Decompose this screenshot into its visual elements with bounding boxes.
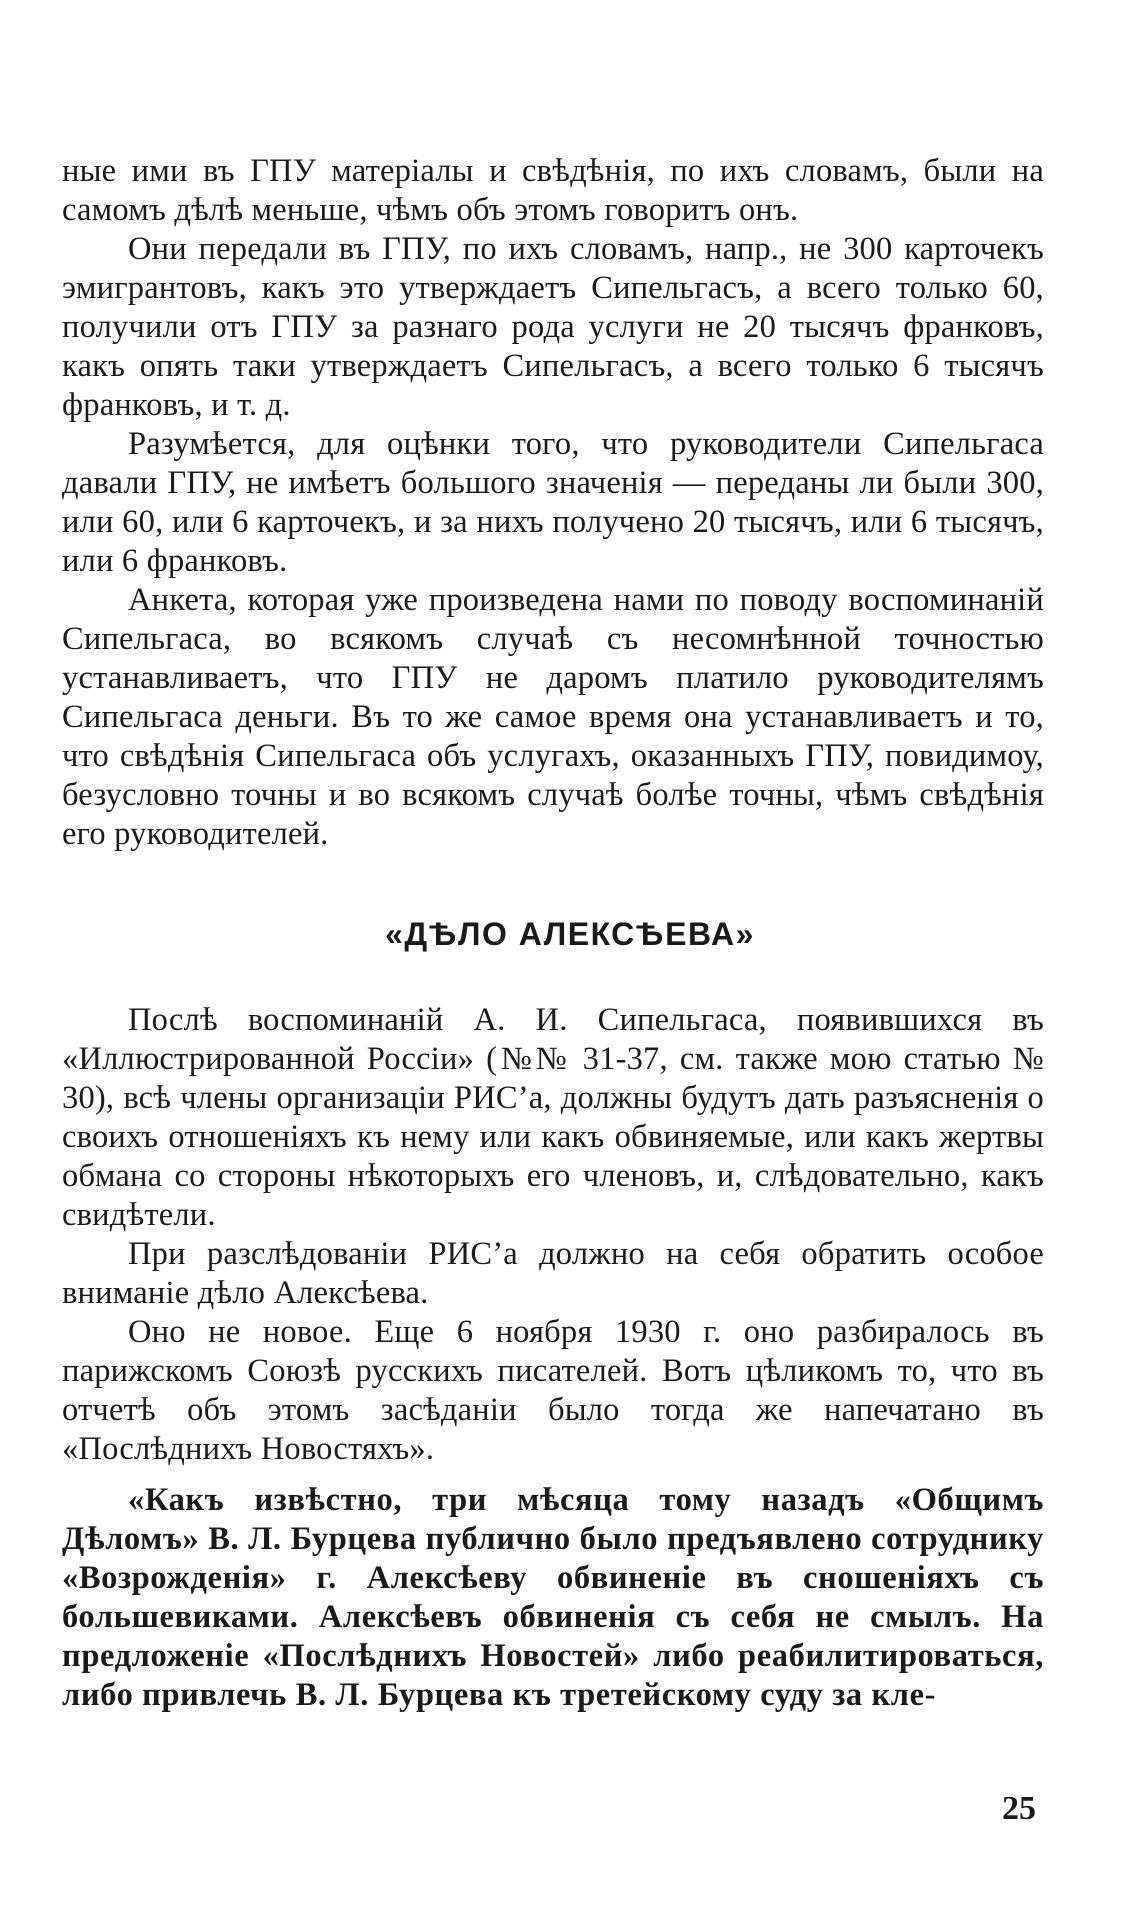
paragraph-2: Они передали въ ГПУ, по ихъ словамъ, напр., не 300 карточекъ эмигрантовъ, какъ это утверждаетъ Сипельгасъ, а всего только 60, получили отъ ГПУ за разнаго рода услуги не 20 тысячъ франковъ, какъ опять таки утверждаетъ Сипельгасъ, а всего только 6 тысячъ франковъ, и т. д. xyxy=(62,231,1044,423)
text-block-bottom xyxy=(62,1001,1044,1715)
page-number: 25 xyxy=(1002,1790,1036,1827)
paragraph-3: Разумѣется, для оцѣнки того, что руководители Сипельгаса давали ГПУ, не имѣетъ большого значенія — переданы ли были 300, или 60, или 6 карточекъ, и за нихъ получено 20 тысячъ, или 6 тысячъ, или 6 франковъ. xyxy=(62,426,1044,579)
section-heading: «ДѢЛО АЛЕКСѢЕВА» xyxy=(385,916,755,952)
paragraph-6: При разслѣдованіи РИС’а должно на себя обратить особое вниманіе дѣло Алексѣева. xyxy=(62,1236,1044,1311)
paragraph-7: Оно не новое. Еще 6 ноября 1930 г. оно разбиралось въ парижскомъ Союзѣ русскихъ писателей. Вотъ цѣликомъ то, что въ отчетѣ объ этомъ засѣданіи было тогда же напечатано въ «Послѣднихъ Новостяхъ». xyxy=(62,1314,1044,1467)
paragraph-1: ные ими въ ГПУ матеріалы и свѣдѣнія, по ихъ словамъ, были на самомъ дѣлѣ меньше, чѣмъ объ этомъ говоритъ онъ. xyxy=(62,153,1044,228)
quoted-report: «Какъ извѣстно, три мѣсяца тому назадъ «Общимъ Дѣломъ» В. Л. Бурцева публично было предъявлено сотруднику «Возрожденія» г. Алексѣеву обвиненіе въ сношеніяхъ съ большевиками. Алексѣевъ обвиненія съ себя не смылъ. На предложеніе «Послѣднихъ Новостей» либо реабилитироваться, либо привлечь В. Л. Бурцева къ третейскому суду за кле- xyxy=(62,1482,1044,1713)
text-block-top xyxy=(62,152,1044,854)
paragraph-5: Послѣ воспоминаній А. И. Сипельгаса, появившихся въ «Иллюстрированной Россіи» (№№ 31-37, см. также мою статью № 30), всѣ члены организаціи РИС’а, должны будутъ дать разъясненія о своихъ отношеніяхъ къ нему или какъ обвиняемые, или какъ жертвы обмана со стороны нѣкоторыхъ его членовъ, и, слѣдовательно, какъ свидѣтели. xyxy=(62,1002,1044,1233)
paragraph-4: Анкета, которая уже произведена нами по поводу воспоминаній Сипельгаса, во всякомъ случаѣ съ несомнѣнной точностью устанавливаетъ, что ГПУ не даромъ платило руководителямъ Сипельгаса деньги. Въ то же самое время она устанавливаетъ и то, что свѣдѣнія Сипельгаса объ услугахъ, оказанныхъ ГПУ, повидимоу, безусловно точны и во всякомъ случаѣ болѣе точны, чѣмъ свѣдѣнія его руководителей. xyxy=(62,582,1044,852)
